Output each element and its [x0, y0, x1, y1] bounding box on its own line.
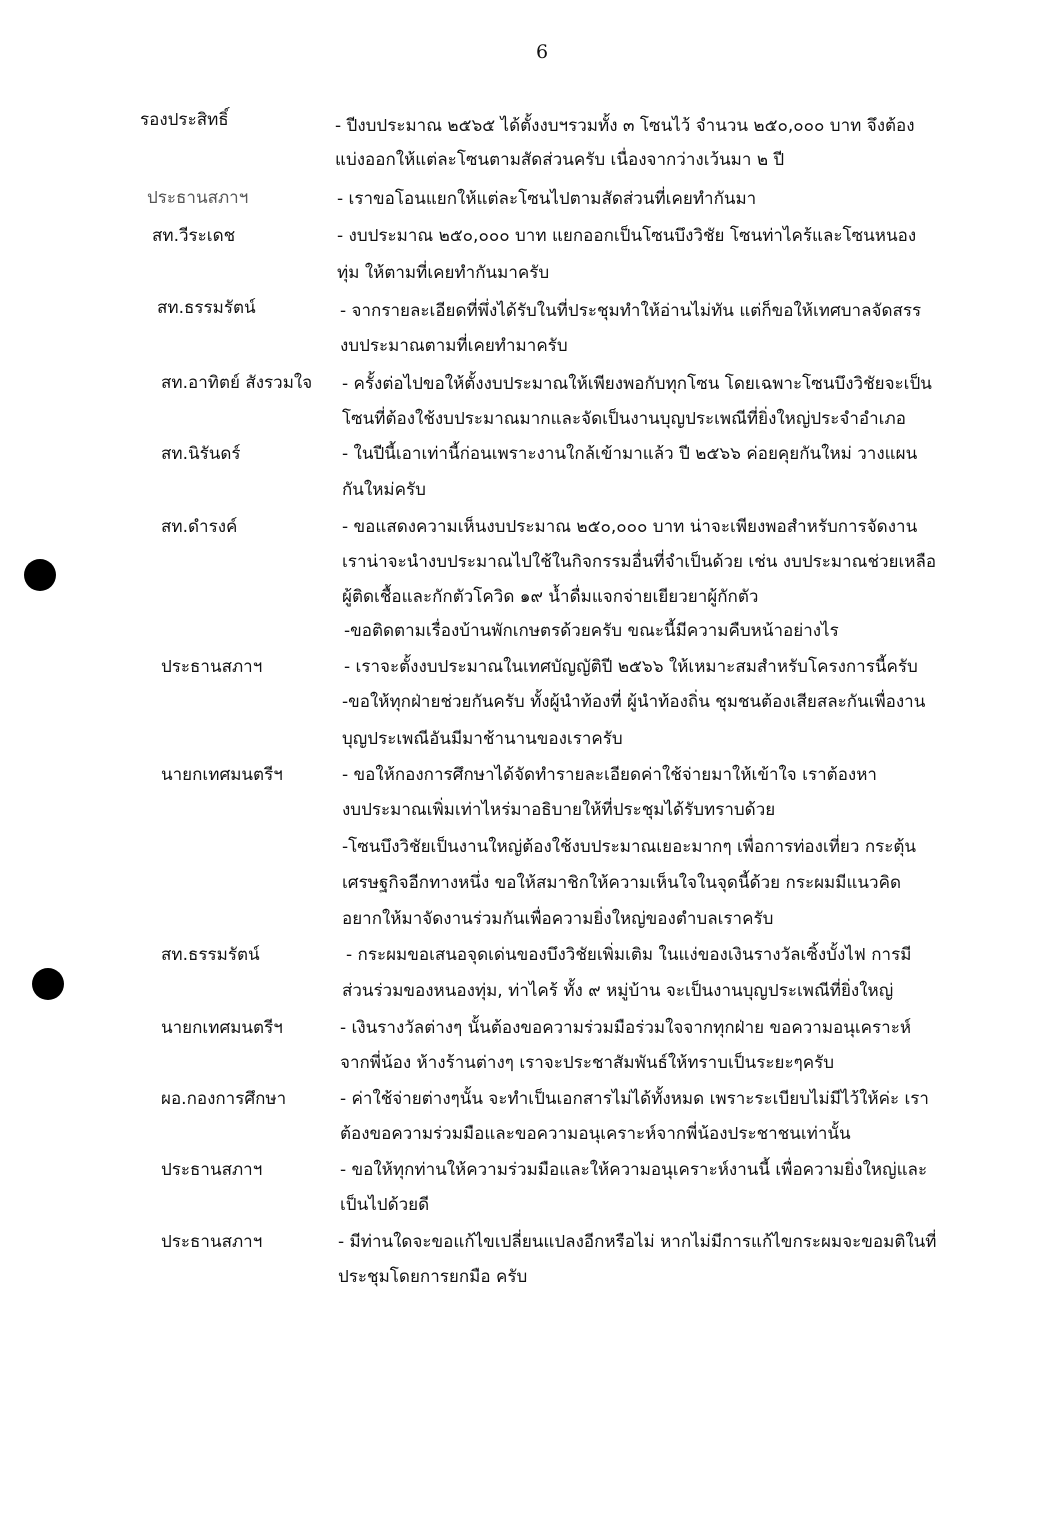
- statement-line: เราน่าจะนำงบประมาณไปใช้ในกิจกรรมอื่นที่จำเป็นด้วย เช่น งบประมาณช่วยเหลือ: [342, 552, 937, 572]
- statement-line: -ขอให้ทุกฝ่ายช่วยกันครับ ทั้งผู้นำท้องที่ ผู้นำท้องถิ่น ชุมชนต้องเสียสละกันเพื่องาน: [342, 692, 926, 712]
- statement-line: จากพี่น้อง ห้างร้านต่างๆ เราจะประชาสัมพันธ์ให้ทราบเป็นระยะๆครับ: [340, 1053, 834, 1073]
- statement-line: - ในปีนี้เอาเท่านี้ก่อนเพราะงานใกล้เข้ามาแล้ว ปี ๒๕๖๖ ค่อยคุยกันใหม่ วางแผน: [342, 444, 918, 464]
- statement-line: โซนที่ต้องใช้งบประมาณมากและจัดเป็นงานบุญประเพณีที่ยิ่งใหญ่ประจำอำเภอ: [342, 409, 906, 429]
- speaker-name: รองประสิทธิ์: [140, 110, 229, 130]
- statement-line: แบ่งออกให้แต่ละโซนตามสัดส่วนครับ เนื่องจากว่างเว้นมา ๒ ปี: [335, 150, 785, 170]
- speaker-name: นายกเทศมนตรีฯ: [161, 1018, 283, 1038]
- statement-line: เป็นไปด้วยดี: [340, 1195, 430, 1215]
- statement-line: - จากรายละเอียดที่พึ่งได้รับในที่ประชุมทำให้อ่านไม่ทัน แต่ก็ขอให้เทศบาลจัดสรร: [340, 301, 922, 321]
- speaker-name: สท.อาทิตย์ สังรวมใจ: [161, 373, 313, 393]
- statement-line: งบประมาณเพิ่มเท่าไหร่มาอธิบายให้ที่ประชุมได้รับทราบด้วย: [342, 800, 776, 820]
- statement-line: อยากให้มาจัดงานร่วมกันเพื่อความยิ่งใหญ่ของตำบลเราครับ: [342, 909, 774, 929]
- statement-line: - กระผมขอเสนอจุดเด่นของบึงวิชัยเพิ่มเติม ในแง่ของเงินรางวัลเซิ้งบั้งไฟ การมี: [346, 945, 912, 965]
- statement-line: - ขอให้กองการศึกษาได้จัดทำรายละเอียดค่าใช้จ่ายมาให้เข้าใจ เราต้องหา: [342, 765, 877, 785]
- speaker-name: ประธานสภาฯ: [161, 1160, 263, 1180]
- statement-line: - มีท่านใดจะขอแก้ไขเปลี่ยนแปลงอีกหรือไม่ หากไม่มีการแก้ไขกระผมจะขอมติในที่: [338, 1232, 937, 1252]
- statement-line: - ปีงบประมาณ ๒๕๖๕ ได้ตั้งงบฯรวมทั้ง ๓ โซนไว้ จำนวน ๒๕๐,๐๐๐ บาท จึงต้อง: [335, 116, 915, 136]
- speaker-name: ประธานสภาฯ: [147, 188, 249, 208]
- statement-line: งบประมาณตามที่เคยทำมาครับ: [340, 336, 568, 356]
- statement-line: ทุ่ม ให้ตามที่เคยทำกันมาครับ: [337, 263, 550, 283]
- speaker-name: นายกเทศมนตรีฯ: [161, 765, 283, 785]
- statement-line: ประชุมโดยการยกมือ ครับ: [338, 1267, 528, 1287]
- statement-line: -โซนบึงวิชัยเป็นงานใหญ่ต้องใช้งบประมาณเยอะมากๆ เพื่อการท่องเที่ยว กระตุ้น: [342, 837, 917, 857]
- page-number: 6: [535, 41, 549, 63]
- statement-line: - เราขอโอนแยกให้แต่ละโซนไปตามสัดส่วนที่เคยทำกันมา: [337, 189, 757, 209]
- punch-hole-mark: [32, 968, 64, 1000]
- statement-line: - เงินรางวัลต่างๆ นั้นต้องขอความร่วมมือร่วมใจจากทุกฝ่าย ขอความอนุเคราะห์: [340, 1018, 912, 1038]
- statement-line: ส่วนร่วมของหนองทุ่ม, ท่าไคร้ ทั้ง ๙ หมู่บ้าน จะเป็นงานบุญประเพณีที่ยิ่งใหญ่: [342, 981, 894, 1001]
- statement-line: -ขอติดตามเรื่องบ้านพักเกษตรด้วยครับ ขณะนี้มีความคืบหน้าอย่างไร: [344, 621, 839, 641]
- statement-line: - งบประมาณ ๒๕๐,๐๐๐ บาท แยกออกเป็นโซนบึงวิชัย โซนท่าไคร้และโซนหนอง: [337, 226, 917, 246]
- speaker-name: สท.ธรรมรัตน์: [161, 945, 260, 965]
- speaker-name: ผอ.กองการศึกษา: [161, 1089, 287, 1109]
- speaker-name: ประธานสภาฯ: [161, 657, 263, 677]
- statement-line: - ค่าใช้จ่ายต่างๆนั้น จะทำเป็นเอกสารไม่ได้ทั้งหมด เพราะระเบียบไม่มีไว้ให้ค่ะ เรา: [340, 1089, 929, 1109]
- statement-line: ผู้ติดเชื้อและกักตัวโควิด ๑๙ น้ำดื่มแจกจ่ายเยียวยาผู้กักตัว: [342, 587, 759, 607]
- statement-line: ต้องขอความร่วมมือและขอความอนุเคราะห์จากพี่น้องประชาชนเท่านั้น: [340, 1124, 851, 1144]
- speaker-name: ประธานสภาฯ: [161, 1232, 263, 1252]
- statement-line: - ขอให้ทุกท่านให้ความร่วมมือและให้ความอนุเคราะห์งานนี้ เพื่อความยิ่งใหญ่และ: [340, 1160, 928, 1180]
- statement-line: บุญประเพณีอันมีมาช้านานของเราครับ: [342, 729, 623, 749]
- punch-hole-mark: [24, 559, 56, 591]
- statement-line: กันใหม่ครับ: [342, 480, 426, 500]
- statement-line: - เราจะตั้งงบประมาณในเทศบัญญัติปี ๒๕๖๖ ให้เหมาะสมสำหรับโครงการนี้ครับ: [344, 657, 918, 677]
- speaker-name: สท.วีระเดช: [152, 226, 236, 246]
- statement-line: เศรษฐกิจอีกทางหนึ่ง ขอให้สมาชิกให้ความเห็นใจในจุดนี้ด้วย กระผมมีแนวคิด: [342, 873, 901, 893]
- speaker-name: สท.นิรันดร์: [161, 444, 241, 464]
- speaker-name: สท.ดำรงค์: [161, 517, 238, 537]
- speaker-name: สท.ธรรมรัตน์: [157, 298, 256, 318]
- statement-line: - ขอแสดงความเห็นงบประมาณ ๒๕๐,๐๐๐ บาท น่าจะเพียงพอสำหรับการจัดงาน: [342, 517, 918, 537]
- statement-line: - ครั้งต่อไปขอให้ตั้งงบประมาณให้เพียงพอกับทุกโซน โดยเฉพาะโซนบึงวิชัยจะเป็น: [342, 374, 932, 394]
